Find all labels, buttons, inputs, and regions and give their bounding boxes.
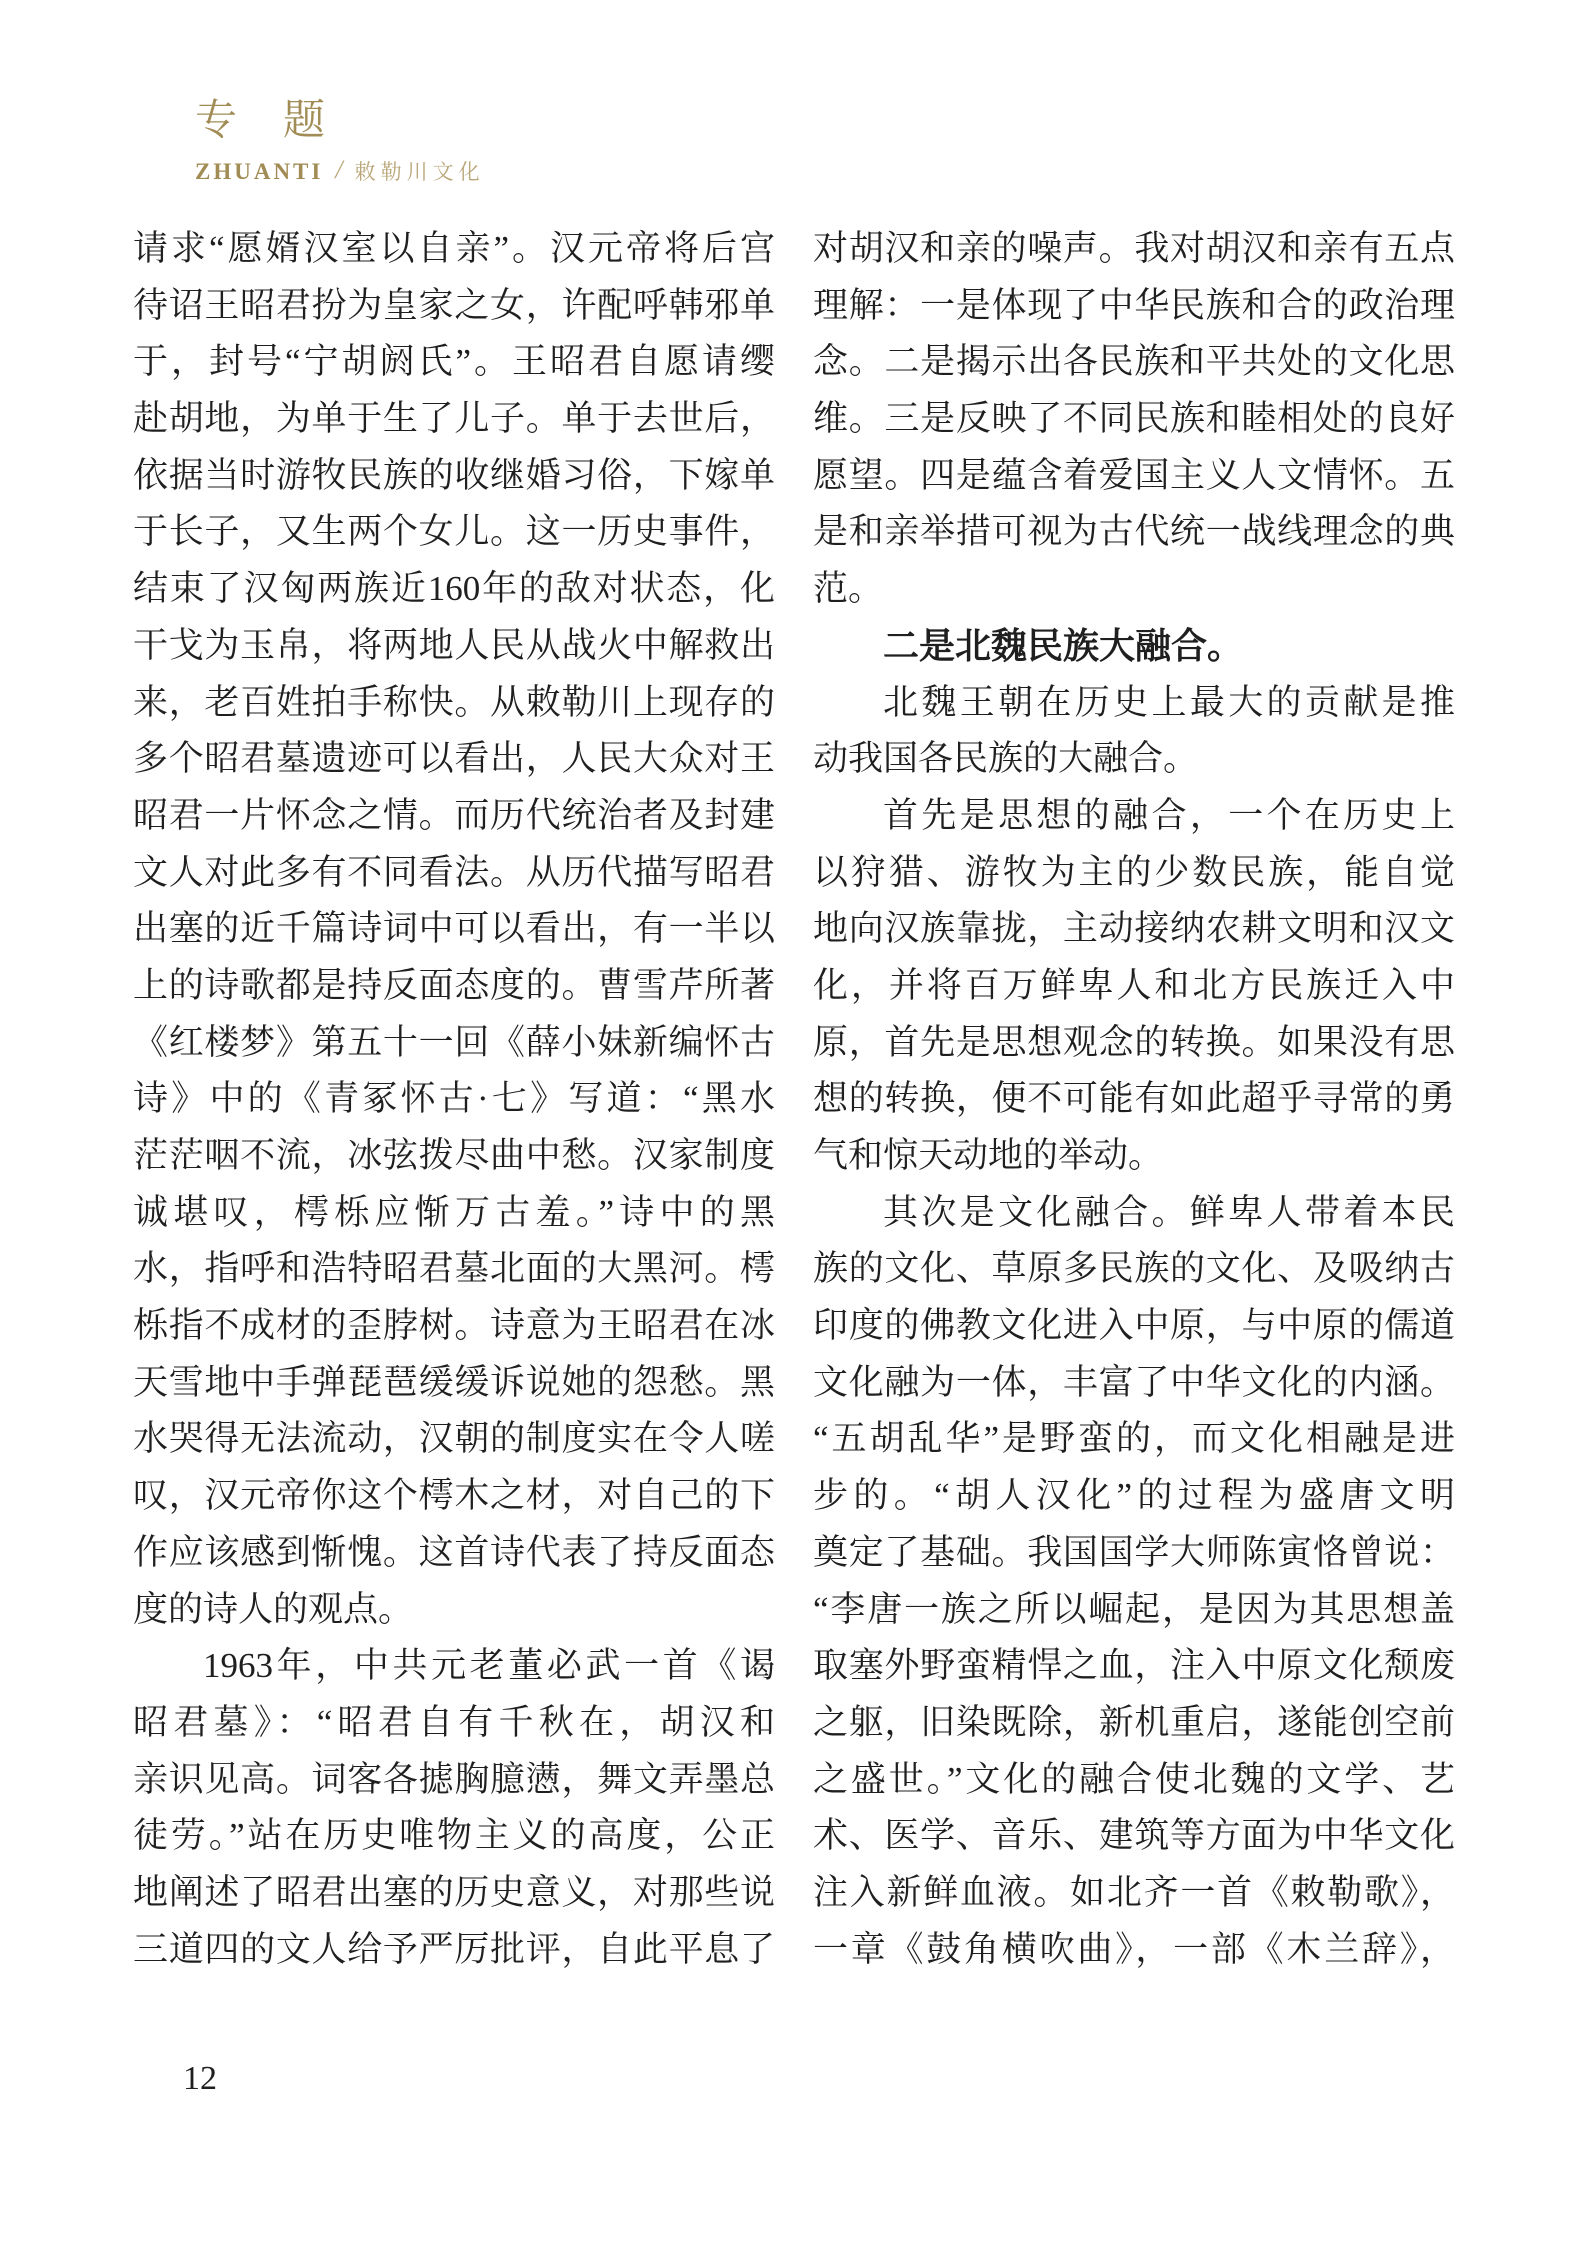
text-line: 诚堪叹，樗栎应惭万古羞。”诗中的黑 (133, 1192, 775, 1232)
text-line: 天雪地中手弹琵琶缓缓诉说她的怨愁。黑 (133, 1362, 775, 1402)
text-line: 上的诗歌都是持反面态度的。曹雪芹所著 (133, 965, 775, 1005)
text-line: 愿望。四是蕴含着爱国主义人文情怀。五 (813, 455, 1455, 495)
text-line: 理解：一是体现了中华民族和合的政治理 (813, 285, 1455, 325)
text-line: 奠定了基础。我国国学大师陈寅恪曾说： (813, 1532, 1455, 1572)
page-header (195, 98, 485, 186)
text-line: 取塞外野蛮精悍之血，注入中原文化颓废 (813, 1646, 1455, 1686)
slash-separator: / (335, 155, 343, 185)
text-line: 三道四的文人给予严厉批评，自此平息了 (133, 1929, 775, 1969)
text-line: 于，封号“宁胡阏氏”。王昭君自愿请缨 (133, 342, 775, 382)
text-line: 叹，汉元帝你这个樗木之材，对自己的下 (133, 1476, 775, 1516)
text-line: 赴胡地，为单于生了儿子。单于去世后， (133, 399, 775, 439)
text-line: 印度的佛教文化进入中原，与中原的儒道 (813, 1306, 1455, 1346)
text-line: 想的转换，便不可能有如此超乎寻常的勇 (813, 1079, 1455, 1119)
text-line: 动我国各民族的大融合。 (813, 739, 1199, 779)
text-line: 气和惊天动地的举动。 (813, 1136, 1164, 1175)
text-line: 徒劳。”站在历史唯物主义的高度，公正 (133, 1816, 775, 1856)
text-line: 结束了汉匈两族近160年的敌对状态，化 (133, 569, 775, 609)
text-line: 对胡汉和亲的噪声。我对胡汉和亲有五点 (813, 229, 1455, 268)
text-line: 注入新鲜血液。如北齐一首《敕勒歌》， (813, 1872, 1455, 1912)
text-line: 茫茫咽不流，冰弦拨尽曲中愁。汉家制度 (133, 1136, 775, 1175)
text-line: 是和亲举措可视为古代统一战线理念的典 (813, 512, 1455, 552)
text-line: 以狩猎、游牧为主的少数民族，能自觉 (813, 852, 1455, 892)
text-line: 化，并将百万鲜卑人和北方民族迁入中 (813, 965, 1455, 1005)
text-line: 念。二是揭示出各民族和平共处的文化思 (813, 342, 1455, 382)
text-line: 多个昭君墓遗迹可以看出，人民大众对王 (133, 739, 775, 779)
text-line: 栎指不成材的歪脖树。诗意为王昭君在冰 (133, 1306, 775, 1346)
text-line: 维。三是反映了不同民族和睦相处的良好 (813, 399, 1455, 439)
text-line: 水，指呼和浩特昭君墓北面的大黑河。樗 (133, 1249, 775, 1289)
text-line: 水哭得无法流动，汉朝的制度实在令人嗟 (133, 1419, 775, 1459)
text-line: 出塞的近千篇诗词中可以看出，有一半以 (133, 909, 775, 949)
text-line: 文人对此多有不同看法。从历代描写昭君 (133, 852, 775, 892)
text-line: 原，首先是思想观念的转换。如果没有思 (813, 1022, 1455, 1062)
text-line: 待诏王昭君扮为皇家之女，许配呼韩邪单 (133, 285, 775, 325)
text-column-right (813, 221, 1455, 1978)
section-subtitle (195, 156, 485, 186)
text-line: 之盛世。”文化的融合使北魏的文学、艺 (813, 1759, 1455, 1799)
text-line: 昭君墓》：“昭君自有千秋在，胡汉和 (133, 1702, 775, 1742)
text-line: 族的文化、草原多民族的文化、及吸纳古 (813, 1249, 1455, 1289)
text-line: 一章《鼓角横吹曲》，一部《木兰辞》， (813, 1929, 1455, 1969)
text-line: 地阐述了昭君出塞的历史意义，对那些说 (133, 1872, 775, 1912)
page-number: 12 (183, 2060, 217, 2097)
text-line: 之躯，旧染既除，新机重启，遂能创空前 (813, 1702, 1455, 1742)
text-line: 其次是文化融合。鲜卑人带着本民 (883, 1192, 1455, 1232)
text-column-left (133, 221, 775, 1978)
text-line: “李唐一族之所以崛起，是因为其思想盖 (813, 1589, 1455, 1629)
section-subtitle-pinyin: ZHUANTI (195, 159, 324, 185)
text-line: 干戈为玉帛，将两地人民从战火中解救出 (133, 625, 775, 665)
text-line: 度的诗人的观点。 (133, 1589, 414, 1629)
paragraph-heading: 二是北魏民族大融合。 (883, 624, 1244, 666)
text-line: 北魏王朝在历史上最大的贡献是推 (883, 682, 1455, 722)
text-line: 请求“愿婿汉室以自亲”。汉元帝将后宫 (133, 229, 775, 268)
text-line: 范。 (813, 569, 884, 609)
text-line: 1963年，中共元老董必武一首《谒 (203, 1646, 775, 1686)
text-line: 《红楼梦》第五十一回《薛小妹新编怀古 (133, 1022, 775, 1062)
text-line: 依据当时游牧民族的收继婚习俗，下嫁单 (133, 455, 775, 495)
text-line: 术、医学、音乐、建筑等方面为中华文化 (813, 1816, 1455, 1856)
text-line: 作应该感到惭愧。这首诗代表了持反面态 (133, 1532, 775, 1572)
text-line: 地向汉族靠拢，主动接纳农耕文明和汉文 (813, 909, 1455, 949)
text-line: 亲识见高。词客各摅胸臆懑，舞文弄墨总 (133, 1759, 775, 1799)
text-line: 文化融为一体，丰富了中华文化的内涵。 (813, 1362, 1455, 1402)
text-line: 于长子，又生两个女儿。这一历史事件， (133, 512, 775, 552)
text-line: 首先是思想的融合，一个在历史上 (883, 795, 1455, 835)
section-title: 专题 (195, 98, 372, 144)
section-subtitle-topic: 敕勒川文化 (354, 160, 485, 185)
text-line: 诗》中的《青冢怀古·七》写道：“黑水 (133, 1079, 775, 1119)
text-line: 昭君一片怀念之情。而历代统治者及封建 (133, 795, 775, 835)
text-line: 步的。“胡人汉化”的过程为盛唐文明 (813, 1476, 1455, 1516)
text-line: 来，老百姓拍手称快。从敕勒川上现存的 (133, 682, 775, 722)
text-line: “五胡乱华”是野蛮的，而文化相融是进 (813, 1419, 1455, 1459)
